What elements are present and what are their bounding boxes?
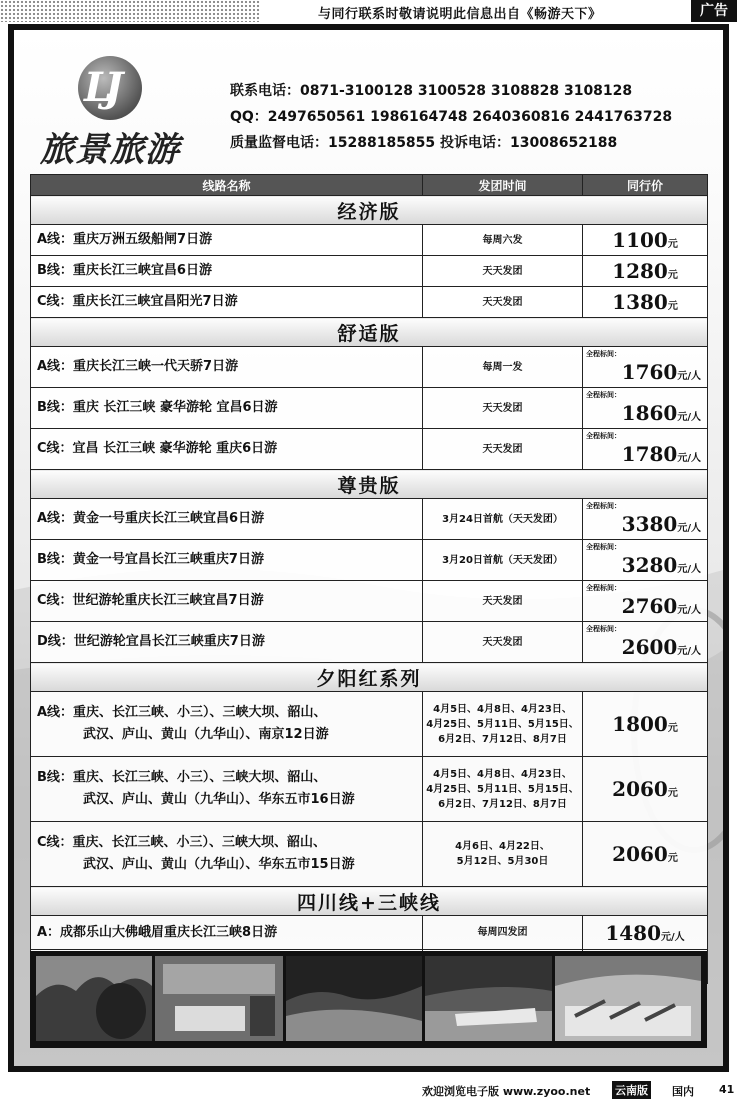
price-amount: 3380 [621, 512, 678, 536]
price-cell [583, 499, 708, 540]
section-title: 四川线+三峡线 [31, 887, 708, 916]
table-row [31, 429, 708, 470]
departure: 天天发团 [423, 256, 583, 287]
dep-line-1: 4月6日、4月22日、 [455, 841, 550, 852]
dep-line-1: 4月5日、4月8日、4月23日、 [433, 703, 572, 715]
deck-chairs-photo [555, 956, 701, 1041]
mountain-photo [36, 956, 152, 1041]
price-amount: 1780 [621, 442, 678, 466]
qq-line: QQ：2497650561 1986164748 2640360816 2441763728 [230, 109, 673, 125]
route-name: B线：重庆长江三峡宜昌6日游 [31, 256, 423, 287]
departure: 天天发团 [423, 622, 583, 663]
price-cell [583, 581, 708, 622]
price-cell [583, 822, 708, 887]
supervision-line: 质量监督电话：15288185855 投诉电话：13008652188 [230, 135, 618, 151]
table-row [31, 388, 708, 429]
price-label: 全程标间： [586, 584, 621, 592]
section-comfort [31, 318, 708, 347]
table-row [31, 256, 708, 287]
price-unit: 元/人 [661, 931, 685, 943]
page-number: 41 [719, 1083, 735, 1096]
price-label: 全程标间： [586, 625, 621, 633]
table-header-row [31, 175, 708, 196]
route-name: A线：重庆长江三峡一代天骄7日游 [31, 347, 423, 388]
contact-block [230, 78, 672, 156]
price-amount: 1860 [621, 401, 678, 425]
route-name: A线：黄金一号重庆长江三峡宜昌6日游 [31, 499, 423, 540]
departure: 天天发团 [423, 388, 583, 429]
price-amount: 1280 [612, 259, 668, 283]
dep-line-2: 4月25日、5月11日、5月15日、 [426, 718, 579, 730]
price-unit: 元/人 [677, 412, 701, 423]
header-price: 同行价 [583, 175, 708, 196]
table-row [31, 757, 708, 822]
price-amount: 2760 [621, 594, 678, 618]
price-amount: 1760 [621, 360, 678, 384]
route-line-2: 武汉、庐山、黄山（九华山）、华东五市16日游 [83, 792, 355, 807]
price-amount: 1480 [605, 920, 661, 945]
price-unit: 元/人 [677, 646, 701, 657]
route-name: A：成都乐山大佛峨眉重庆长江三峡8日游 [31, 916, 423, 950]
section-sichuan-three-gorges [31, 887, 708, 916]
price-cell [583, 287, 708, 318]
table-row [31, 822, 708, 887]
table-row [31, 287, 708, 318]
route-name [31, 757, 423, 822]
table-row [31, 581, 708, 622]
company-name: 旅景旅游 [40, 130, 180, 170]
route-name: A线：重庆万洲五级船闸7日游 [31, 225, 423, 256]
price-amount: 1380 [612, 290, 668, 314]
dep-line-3: 6月2日、7月12日、8月7日 [438, 733, 567, 745]
departure: 天天发团 [423, 429, 583, 470]
departure [423, 692, 583, 757]
route-line-1: A线：重庆、长江三峡、小三）、三峡大坝、韶山、 [37, 705, 327, 720]
price-unit: 元 [667, 723, 678, 734]
departure: 每周六发 [423, 225, 583, 256]
route-name: C线：重庆长江三峡宜昌阳光7日游 [31, 287, 423, 318]
route-line-1: B线：重庆、长江三峡、小三）、三峡大坝、韶山、 [37, 770, 327, 785]
price-label: 全程标间： [586, 432, 621, 440]
section-title: 尊贵版 [31, 470, 708, 499]
section-area: 国内 [672, 1085, 694, 1098]
price-label: 全程标间： [586, 350, 621, 358]
dot-pattern [0, 0, 260, 22]
table-row [31, 692, 708, 757]
dep-line-2: 4月25日、5月11日、5月15日、 [426, 783, 579, 795]
departure: 3月20日首航（天天发团） [423, 540, 583, 581]
price-cell [583, 347, 708, 388]
header-route: 线路名称 [31, 175, 423, 196]
photo-strip [30, 951, 707, 1048]
route-name: B线：重庆 长江三峡 豪华游轮 宜昌6日游 [31, 388, 423, 429]
price-unit: 元/人 [677, 564, 701, 575]
price-amount: 2600 [621, 635, 678, 659]
price-cell [583, 692, 708, 757]
route-table [30, 174, 708, 984]
departure: 每周四发团 [423, 916, 583, 950]
section-premium [31, 470, 708, 499]
departure: 每周一发 [423, 347, 583, 388]
dep-line-1: 4月5日、4月8日、4月23日、 [433, 768, 572, 780]
departure: 天天发团 [423, 287, 583, 318]
price-unit: 元/人 [677, 605, 701, 616]
section-title: 舒适版 [31, 318, 708, 347]
route-name [31, 822, 423, 887]
price-amount: 1800 [612, 712, 668, 736]
table-row [31, 916, 708, 950]
table-row [31, 540, 708, 581]
table-row [31, 499, 708, 540]
logo-letters: LJ [84, 64, 116, 111]
page-footer [0, 1080, 737, 1100]
price-cell [583, 256, 708, 287]
price-amount: 2060 [612, 777, 668, 801]
edition-badge: 云南版 [612, 1081, 651, 1099]
cruise-ship-photo [425, 956, 552, 1041]
departure: 3月24日首航（天天发团） [423, 499, 583, 540]
dep-line-3: 6月2日、7月12日、8月7日 [438, 798, 567, 810]
section-title: 夕阳红系列 [31, 663, 708, 692]
price-cell [583, 916, 708, 950]
cabin-photo [155, 956, 283, 1041]
price-cell [583, 757, 708, 822]
route-name: C线：世纪游轮重庆长江三峡宜昌7日游 [31, 581, 423, 622]
top-strip [0, 0, 737, 22]
departure [423, 757, 583, 822]
price-label: 全程标间： [586, 502, 621, 510]
section-economy [31, 196, 708, 225]
source-slogan: 与同行联系时敬请说明此信息出自《畅游天下》 [318, 7, 602, 22]
table-row [31, 225, 708, 256]
price-cell [583, 622, 708, 663]
ad-label: 广告 [691, 0, 737, 22]
route-name [31, 692, 423, 757]
price-amount: 3280 [621, 553, 678, 577]
price-amount: 2060 [612, 842, 668, 866]
price-cell [583, 388, 708, 429]
price-cell [583, 540, 708, 581]
table-row [31, 347, 708, 388]
route-name: C线：宜昌 长江三峡 豪华游轮 重庆6日游 [31, 429, 423, 470]
route-name: D线：世纪游轮宜昌长江三峡重庆7日游 [31, 622, 423, 663]
departure [423, 822, 583, 887]
price-unit: 元/人 [677, 453, 701, 464]
price-unit: 元 [667, 853, 678, 864]
departure: 天天发团 [423, 581, 583, 622]
company-logo [40, 50, 205, 170]
river-gorge-photo [286, 956, 422, 1041]
price-cell [583, 225, 708, 256]
route-line-2: 武汉、庐山、黄山（九华山）、南京12日游 [83, 727, 329, 742]
section-title: 经济版 [31, 196, 708, 225]
route-line-2: 武汉、庐山、黄山（九华山）、华东五市15日游 [83, 857, 355, 872]
price-cell [583, 429, 708, 470]
route-name: B线：黄金一号宜昌长江三峡重庆7日游 [31, 540, 423, 581]
footer-site[interactable]: 欢迎浏览电子版 www.zyoo.net [422, 1085, 591, 1098]
price-unit: 元 [667, 270, 678, 281]
price-unit: 元 [667, 788, 678, 799]
price-label: 全程标间： [586, 391, 621, 399]
price-unit: 元 [667, 301, 678, 312]
price-label: 全程标间： [586, 543, 621, 551]
header-departure: 发团时间 [423, 175, 583, 196]
price-unit: 元/人 [677, 371, 701, 382]
route-line-1: C线：重庆、长江三峡、小三）、三峡大坝、韶山、 [37, 835, 327, 850]
phone-line: 联系电话：0871-3100128 3100528 3108828 3108128 [230, 83, 633, 99]
price-unit: 元/人 [677, 523, 701, 534]
price-unit: 元 [667, 239, 678, 250]
price-amount: 1100 [612, 228, 668, 252]
dep-line-2: 5月12日、5月30日 [456, 856, 549, 867]
section-sunset-series [31, 663, 708, 692]
table-row [31, 622, 708, 663]
